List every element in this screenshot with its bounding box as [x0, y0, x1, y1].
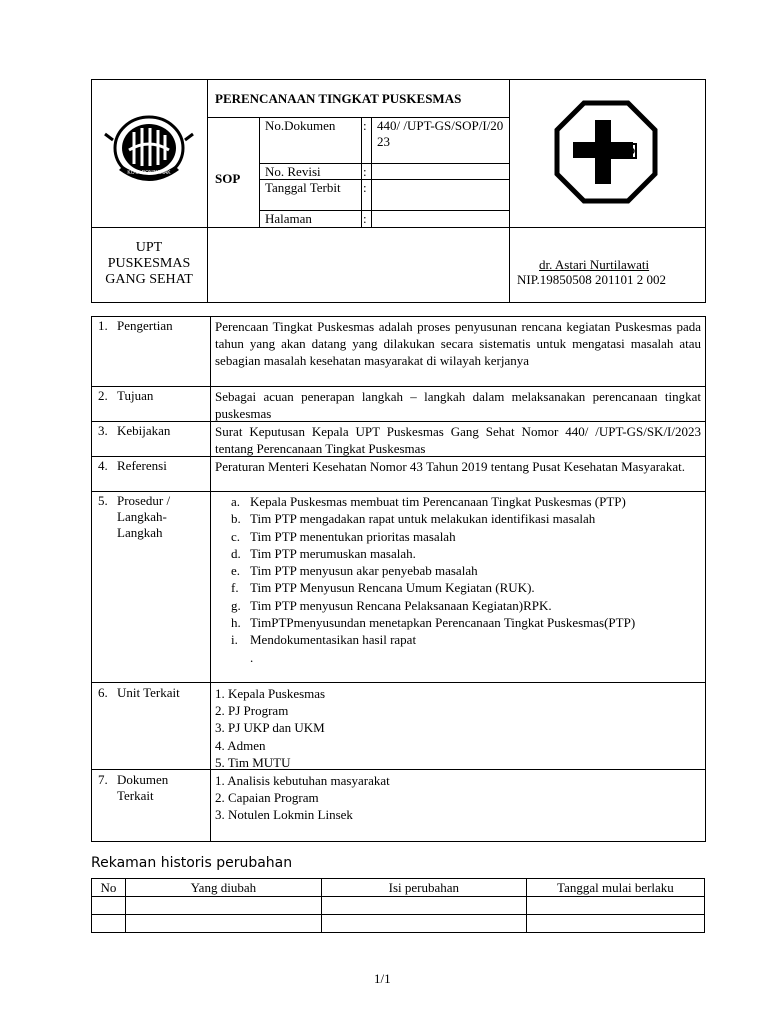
unit-name — [92, 240, 206, 288]
row-number: 3. — [98, 423, 108, 438]
step-text: Mendokumentasikan hasil rapat — [250, 632, 417, 648]
signer-nip: NIP.19850508 201101 2 002 — [517, 272, 667, 287]
table-row — [92, 915, 705, 933]
step-text: Kepala Puskesmas membuat tim Perencanaan Tingkat Puskesmas (PTP) — [250, 494, 626, 509]
city-logo — [101, 110, 197, 194]
row-label-tujuan: Tujuan — [117, 388, 154, 403]
procedure-step — [231, 545, 701, 562]
step-marker: b. — [231, 511, 241, 527]
row-number: 1. — [98, 318, 108, 333]
dokumen-terkait-list — [215, 772, 390, 824]
signer-name: dr. Astari Nurtilawati — [539, 257, 650, 272]
procedure-step — [231, 562, 701, 579]
list-item: 5. Tim MUTU — [215, 754, 291, 770]
list-item: 1. Kepala Puskesmas — [215, 686, 326, 701]
content-column-divider — [210, 316, 211, 842]
list-item: 3. Notulen Lokmin Linsek — [215, 807, 353, 823]
row-label-kebijakan: Kebijakan — [117, 423, 171, 438]
sop-label: SOP — [215, 171, 241, 186]
procedure-step — [231, 528, 701, 545]
history-col-no: No — [92, 879, 126, 897]
row-label-referensi: Referensi — [117, 458, 167, 473]
row-number: 2. — [98, 388, 108, 403]
history-header-row — [92, 879, 705, 897]
row-text-tujuan: Sebagai acuan penerapan langkah – langkah dalam melaksanakan perencanaan tingkat puskesmas — [215, 389, 701, 421]
row-text-pengertian: Perencaan Tingkat Puskesmas adalah proses penyusunan rencana kegiatan Puskesmas pada tahun yang akan datang yang dilakukan secara sistematis untuk mengatasi masalah atau sebagian masalah kesehatan masyarakat di wilayah kerjanya — [215, 319, 701, 368]
field-label-tanggal-terbit: Tanggal Terbit — [265, 180, 341, 195]
unit-terkait-list — [215, 685, 325, 771]
unit-line: UPT — [135, 240, 163, 255]
step-text: Tim PTP menyusun akar penyebab masalah — [250, 563, 478, 579]
procedure-trailing: . — [250, 649, 254, 665]
row-label-unit-terkait: Unit Terkait — [117, 685, 180, 700]
field-value-no-dokumen: 440/ /UPT-GS/SOP/I/2023 — [377, 118, 504, 149]
header-row-divider — [91, 227, 706, 228]
step-text: Tim PTP merumuskan masalah. — [250, 545, 416, 561]
step-text: Tim PTP menentukan prioritas masalah — [250, 528, 456, 544]
step-text: Tim PTP mengadakan rapat untuk melakukan identifikasi masalah — [250, 511, 596, 527]
history-title: Rekaman historis perubahan — [91, 855, 293, 871]
field-label-no-dokumen: No.Dokumen — [265, 118, 336, 133]
procedure-step — [231, 510, 701, 527]
label-line: Langkah- — [117, 509, 167, 524]
procedure-step — [231, 579, 701, 596]
step-marker: c. — [231, 528, 241, 544]
logo-text: KOTA PONTIANAK — [127, 170, 171, 176]
content-row-divider — [91, 682, 706, 683]
list-item: 1. Analisis kebutuhan masyarakat — [215, 773, 390, 788]
field-colon: : — [363, 164, 367, 179]
colon-divider-right — [371, 117, 372, 227]
list-item: 2. PJ Program — [215, 703, 289, 719]
step-marker: f. — [231, 580, 239, 596]
table-cell — [526, 897, 704, 915]
table-row — [92, 897, 705, 915]
field-colon: : — [363, 211, 367, 226]
header-divider-right — [509, 79, 510, 303]
step-marker: d. — [231, 545, 241, 561]
step-marker: g. — [231, 597, 241, 613]
step-text: Tim PTP menyusun Rencana Pelaksanaan Kegiatan)RPK. — [250, 597, 552, 613]
list-item: 3. PJ UKP dan UKM — [215, 720, 325, 736]
row-number: 6. — [98, 685, 108, 700]
procedure-step — [231, 614, 701, 631]
row-number: 5. — [98, 493, 108, 508]
unit-line: GANG SEHAT — [105, 272, 193, 287]
puskesmas-logo — [554, 100, 658, 204]
list-item: 2. Capaian Program — [215, 790, 319, 806]
row-label-pengertian: Pengertian — [117, 318, 173, 333]
unit-line: PUSKESMAS — [107, 256, 191, 271]
step-marker: i. — [231, 632, 238, 648]
procedure-steps — [231, 493, 701, 666]
content-row-divider — [91, 769, 706, 770]
step-marker: e. — [231, 563, 241, 579]
step-text: TimPTPmenyusundan menetapkan Perencanaan Tingkat Puskesmas(PTP) — [250, 615, 636, 631]
table-cell — [125, 915, 321, 933]
label-line: Dokumen — [117, 772, 169, 787]
table-cell — [125, 897, 321, 915]
table-cell — [321, 915, 526, 933]
page-number: 1/1 — [374, 971, 391, 986]
step-marker: a. — [231, 494, 241, 509]
table-cell — [92, 897, 126, 915]
label-line: Langkah — [117, 525, 163, 540]
row-text-referensi: Peraturan Menteri Kesehatan Nomor 43 Tahun 2019 tentang Pusat Kesehatan Masyarakat. — [215, 459, 685, 474]
procedure-step — [231, 597, 701, 614]
field-colon: : — [363, 118, 367, 133]
history-col-isi-perubahan: Isi perubahan — [321, 879, 526, 897]
header-divider-left — [207, 79, 208, 303]
row-number: 7. — [98, 772, 108, 787]
field-label-no-revisi: No. Revisi — [265, 164, 321, 179]
content-row-divider — [91, 386, 706, 387]
list-item: 4. Admen — [215, 737, 266, 753]
row-label-dokumen-terkait — [117, 772, 168, 804]
history-table — [91, 878, 705, 933]
table-cell — [92, 915, 126, 933]
label-line: Prosedur / — [117, 493, 171, 508]
field-label-halaman: Halaman — [265, 211, 312, 226]
row-number: 4. — [98, 458, 108, 473]
procedure-step — [231, 493, 701, 510]
row-text-kebijakan: Surat Keputusan Kepala UPT Puskesmas Gang Sehat Nomor 440/ /UPT-GS/SK/I/2023 tentang Perencanaan Tingkat Puskesmas — [215, 424, 701, 456]
history-col-yang-diubah: Yang diubah — [125, 879, 321, 897]
step-marker: h. — [231, 615, 241, 631]
procedure-step — [231, 631, 701, 648]
step-text: Tim PTP Menyusun Rencana Umum Kegiatan (RUK). — [250, 580, 535, 596]
row-label-prosedur — [117, 493, 170, 541]
content-row-divider — [91, 491, 706, 492]
table-cell — [526, 915, 704, 933]
table-cell — [321, 897, 526, 915]
field-colon: : — [363, 180, 367, 195]
history-col-tanggal: Tanggal mulai berlaku — [526, 879, 704, 897]
document-title: PERENCANAAN TINGKAT PUSKESMAS — [215, 91, 462, 106]
label-line: Terkait — [117, 788, 154, 803]
colon-divider-left — [361, 117, 362, 227]
